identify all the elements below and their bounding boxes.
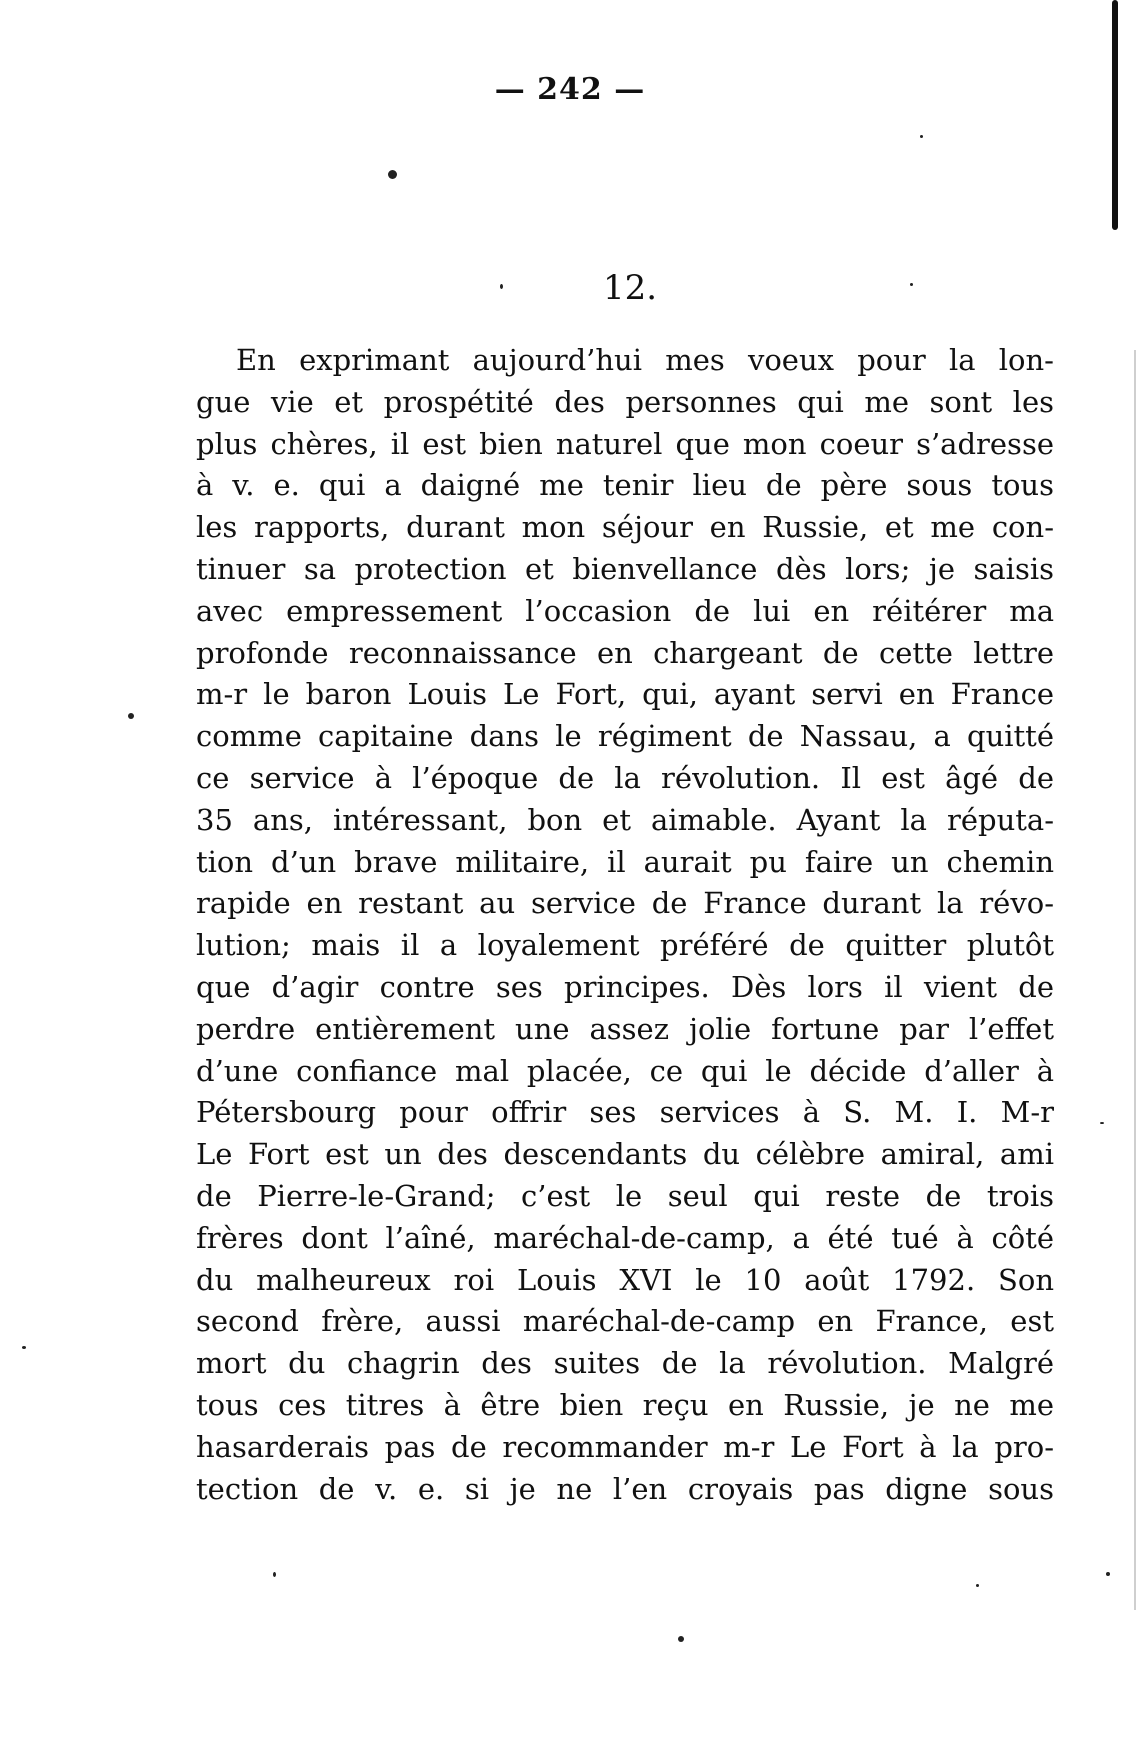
scan-speck	[976, 1584, 979, 1587]
text-line: hasarderais pas de recommander m-r Le Fort à la pro-	[196, 1429, 1054, 1464]
page-number: — 242 —	[494, 72, 646, 107]
text-line: tinuer sa protection et bienvellance dès lors; je saisis	[196, 551, 1054, 586]
text-line: gue vie et prospétité des personnes qui me sont les	[196, 384, 1054, 419]
text-line: Le Fort est un des descendants du célèbre amiral, ami	[196, 1137, 1054, 1172]
scan-speck	[128, 713, 134, 719]
text-line: 35 ans, intéressant, bon et aimable. Ayant la réputa-	[196, 802, 1054, 837]
text-line: frères dont l’aîné, maréchal-de-camp, a été tué à côté	[196, 1220, 1054, 1255]
scan-speck	[388, 170, 397, 179]
text-line: perdre entièrement une assez jolie fortune par l’effet	[196, 1011, 1054, 1046]
text-line: En exprimant aujourd’hui mes voeux pour la lon-	[236, 343, 1054, 377]
text-line: comme capitaine dans le régiment de Nassau, a quitté	[196, 719, 1054, 754]
scan-edge-rule	[1112, 0, 1118, 230]
scan-speck	[273, 1572, 276, 1577]
text-line: lution; mais il a loyalement préféré de quitter plutôt	[196, 928, 1054, 963]
text-line: les rapports, durant mon séjour en Russie, et me con-	[196, 510, 1054, 545]
text-line: rapide en restant au service de France durant la révo-	[196, 886, 1054, 921]
text-line: tion d’un brave militaire, il aurait pu faire un chemin	[196, 844, 1054, 879]
text-line: profonde reconnaissance en chargeant de cette lettre	[196, 635, 1054, 670]
scan-speck	[1100, 1122, 1104, 1124]
letter-number: 12.	[602, 268, 658, 308]
scan-edge-shadow	[1134, 350, 1136, 1610]
text-line: à v. e. qui a daigné me tenir lieu de père sous tous	[196, 468, 1054, 503]
text-line: m-r le baron Louis Le Fort, qui, ayant servi en France	[196, 677, 1054, 712]
text-line: tection de v. e. si je ne l’en croyais pas digne sous	[196, 1471, 1054, 1506]
text-line: mort du chagrin des suites de la révolution. Malgré	[196, 1346, 1054, 1381]
scan-speck	[920, 135, 923, 138]
text-line: plus chères, il est bien naturel que mon coeur s’adresse	[196, 426, 1054, 461]
letter-body	[196, 340, 1054, 1510]
scan-speck	[1106, 1572, 1110, 1576]
text-line: Pétersbourg pour offrir ses services à S. M. I. M-r	[196, 1095, 1054, 1130]
text-line: que d’agir contre ses principes. Dès lors il vient de	[196, 969, 1054, 1004]
text-line: second frère, aussi maréchal-de-camp en France, est	[196, 1304, 1054, 1339]
text-line: du malheureux roi Louis XVI le 10 août 1792. Son	[196, 1262, 1054, 1297]
text-line: avec empressement l’occasion de lui en réitérer ma	[196, 593, 1054, 628]
scan-speck	[22, 1346, 26, 1349]
text-line: tous ces titres à être bien reçu en Russie, je ne me	[196, 1387, 1054, 1422]
scan-speck	[678, 1636, 684, 1642]
text-line: ce service à l’époque de la révolution. Il est âgé de	[196, 760, 1054, 795]
text-line: d’une confiance mal placée, ce qui le décide d’aller à	[196, 1053, 1054, 1088]
text-line: de Pierre-le-Grand; c’est le seul qui reste de trois	[196, 1178, 1054, 1213]
